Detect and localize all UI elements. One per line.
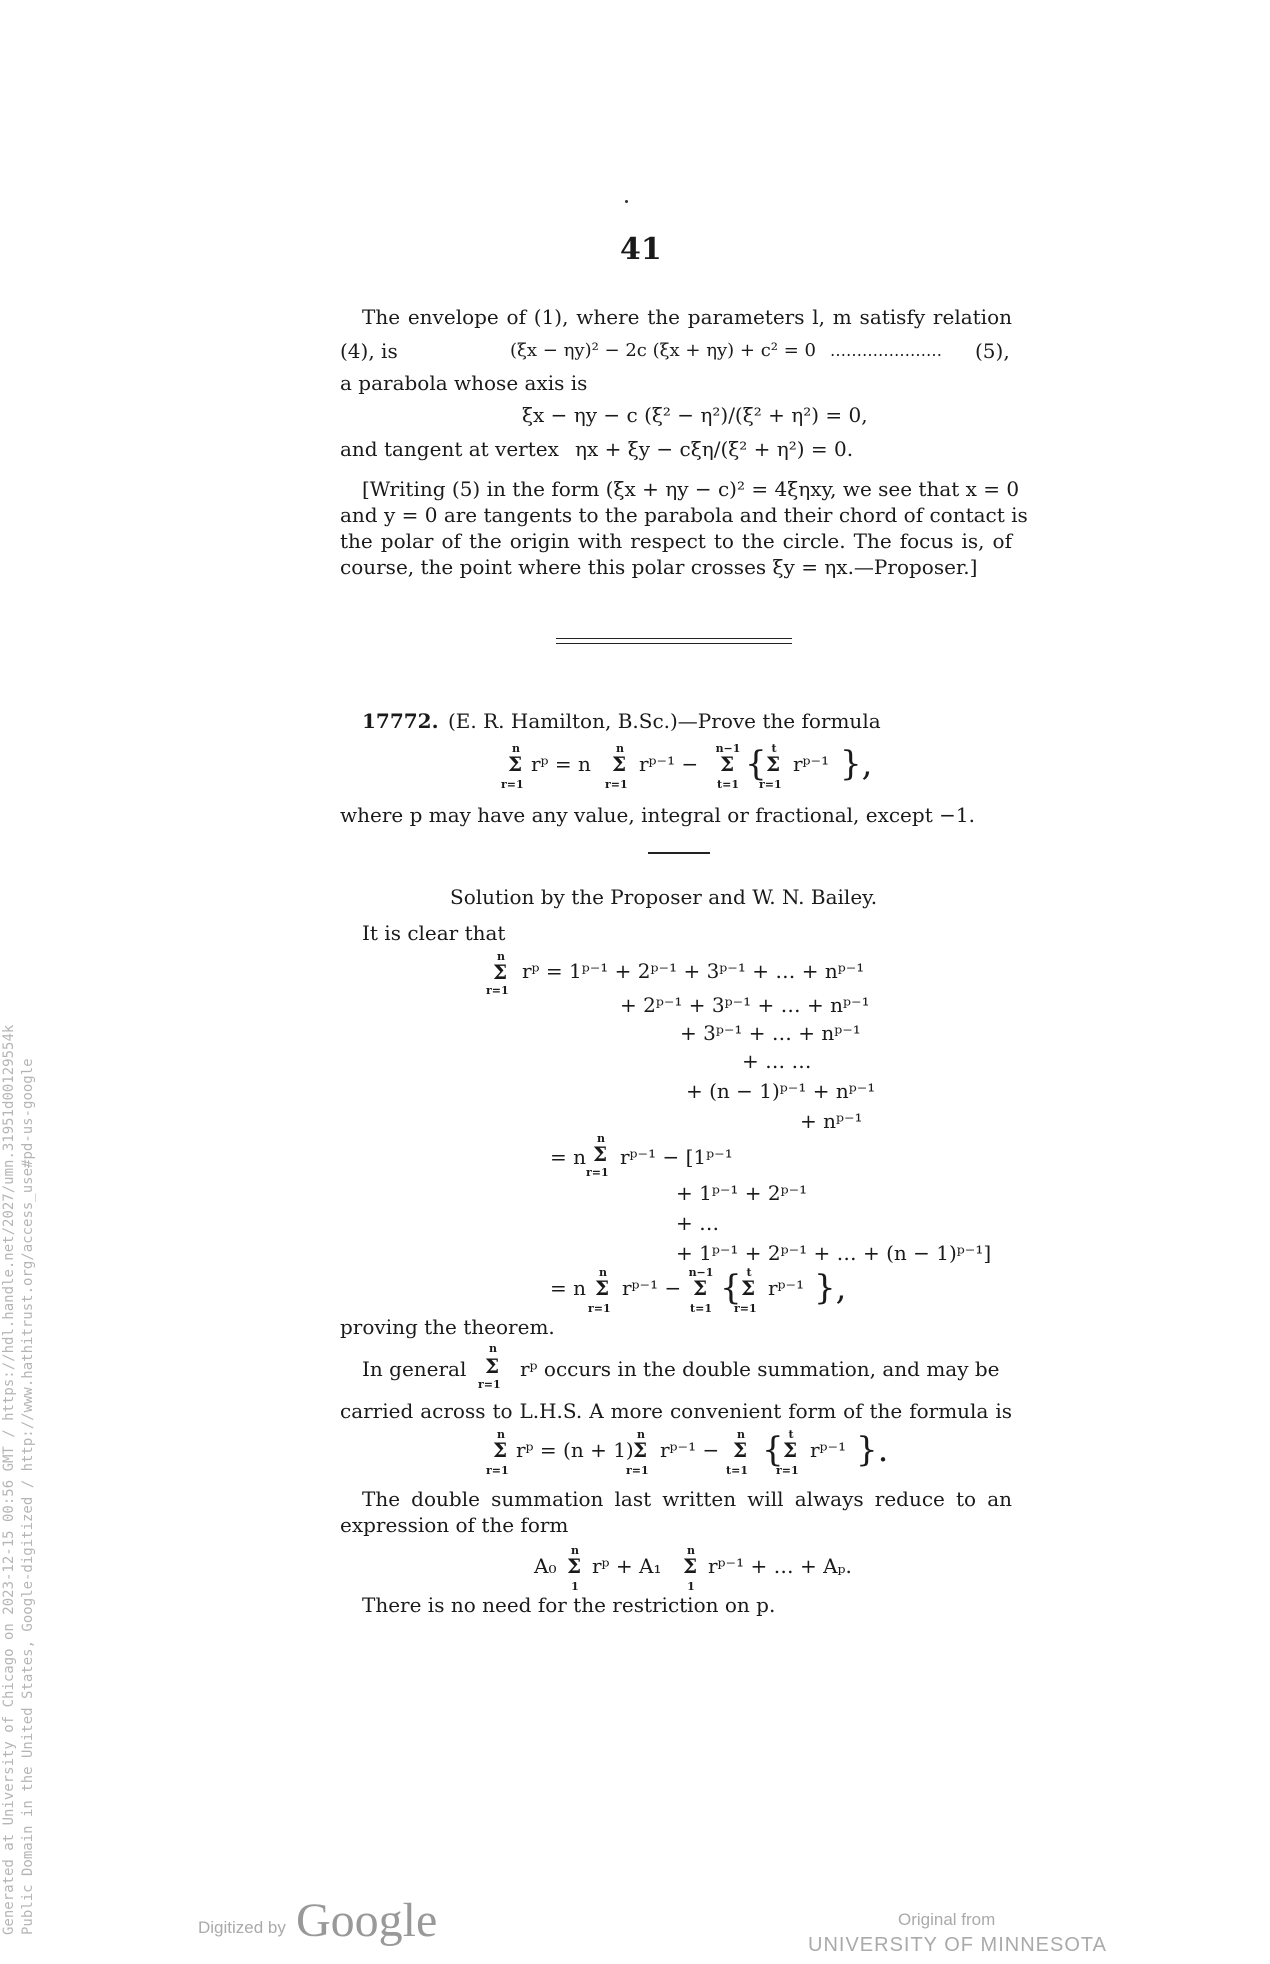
problem-number: 17772. [362, 709, 439, 733]
double-summation-line2: expression of the form [340, 1513, 569, 1537]
stray-dot [625, 200, 628, 203]
solution-heading: Solution by the Proposer and W. N. Bailey. [450, 885, 878, 909]
final-equation: = n n Σ r=1 rᵖ⁻¹ − n−1 Σ t=1 { t Σ r=1 rᵖ⁻¹ }, [550, 1266, 847, 1315]
second-block-row-1: rᵖ⁻¹ − [1ᵖ⁻¹ [620, 1145, 733, 1169]
para1-line1: The envelope of (1), where the parameters l, m satisfy relation [362, 305, 1012, 329]
sum-symbol-general: n Σ r=1 [478, 1342, 501, 1391]
expansion-row-6: + nᵖ⁻¹ [800, 1109, 863, 1133]
general-lead: In general [362, 1357, 467, 1381]
expansion-row-5: + (n − 1)ᵖ⁻¹ + nᵖ⁻¹ [686, 1079, 876, 1103]
envelope-equation: (ξx − ηy)² − 2c (ξx + ηy) + c² = 0 [510, 340, 816, 361]
hathitrust-watermark [0, 1025, 38, 1935]
carried-across: carried across to L.H.S. A more convenient form of the formula is [340, 1399, 1012, 1423]
watermark-line-2: Public Domain in the United States, Google-digitized / http://www.hathitrust.org/access_use#pd-us-google [20, 1058, 36, 1935]
digitized-by: Digitized by [198, 1918, 286, 1937]
para1-line2-lead: (4), is [340, 339, 398, 363]
para2-line2: and y = 0 are tangents to the parabola and their chord of contact is [340, 503, 1028, 527]
axis-equation: ξx − ηy − c (ξ² − η²)/(ξ² + η²) = 0, [522, 403, 868, 427]
expansion-row-3: + 3ᵖ⁻¹ + … + nᵖ⁻¹ [680, 1021, 861, 1045]
leader-dots: ………………… [830, 341, 942, 360]
separator-rule-bottom [556, 643, 792, 644]
para2-line1: [Writing (5) in the form (ξx + ηy − c)² = 4ξηxy, we see that x = 0 [362, 477, 1020, 501]
expression-form: A₀ n Σ 1 rᵖ + A₁ n Σ 1 rᵖ⁻¹ + … + Aₚ. [534, 1544, 852, 1593]
para1-line3: a parabola whose axis is [340, 371, 588, 395]
page-number: 41 [620, 232, 662, 267]
equation-number-5: (5), [975, 339, 1010, 363]
sum-symbol-expansion: n Σ r=1 [486, 950, 509, 997]
problem-author: (E. R. Hamilton, B.Sc.)—Prove the formula [448, 709, 881, 733]
second-block-eq: = n [550, 1145, 586, 1169]
university-name: UNIVERSITY OF MINNESOTA [808, 1934, 1107, 1956]
double-summation-line1: The double summation last written will always reduce to an [362, 1487, 1012, 1511]
general-tail: rᵖ occurs in the double summation, and may be [520, 1357, 1000, 1381]
proving-theorem: proving the theorem. [340, 1315, 555, 1339]
expansion-row-1: rᵖ = 1ᵖ⁻¹ + 2ᵖ⁻¹ + 3ᵖ⁻¹ + … + nᵖ⁻¹ [522, 959, 865, 983]
short-rule [648, 852, 710, 854]
expansion-row-2: + 2ᵖ⁻¹ + 3ᵖ⁻¹ + … + nᵖ⁻¹ [620, 993, 870, 1017]
solution-intro: It is clear that [362, 921, 506, 945]
second-block-row-2: + 1ᵖ⁻¹ + 2ᵖ⁻¹ [676, 1181, 808, 1205]
problem-condition: where p may have any value, integral or fractional, except −1. [340, 803, 975, 827]
separator-rule-top [556, 638, 792, 639]
convenient-formula: n Σ r=1 rᵖ = (n + 1) n Σ r=1 rᵖ⁻¹ − n Σ t=1 { t Σ r=1 rᵖ⁻¹ }. [486, 1428, 889, 1477]
sum-symbol-second: n Σ r=1 [586, 1132, 609, 1179]
para1-line5-lead: and tangent at vertex [340, 437, 559, 461]
last-line: There is no need for the restriction on p. [362, 1593, 776, 1617]
problem-formula: n Σ r=1 rᵖ = n n Σ r=1 rᵖ⁻¹ − n−1 Σ t=1 { t Σ r=1 rᵖ⁻¹ }, [501, 742, 873, 791]
watermark-line-1: Generated at University of Chicago on 2023-12-15 00:56 GMT / https://hdl.handle.net/2027/umn.31951d00129554k [1, 1024, 17, 1935]
second-block-row-3: + … [676, 1211, 720, 1235]
second-block-row-4: + 1ᵖ⁻¹ + 2ᵖ⁻¹ + … + (n − 1)ᵖ⁻¹] [676, 1241, 992, 1265]
para2-line4: course, the point where this polar crosses ξy = ηx.—Proposer.] [340, 555, 978, 579]
tangent-equation: ηx + ξy − cξη/(ξ² + η²) = 0. [575, 437, 854, 461]
expansion-row-4: + … … [742, 1049, 812, 1073]
google-logo: Google [296, 1894, 438, 1947]
para2-line3: the polar of the origin with respect to the circle. The focus is, of [340, 529, 1012, 553]
original-from: Original from [898, 1910, 996, 1929]
